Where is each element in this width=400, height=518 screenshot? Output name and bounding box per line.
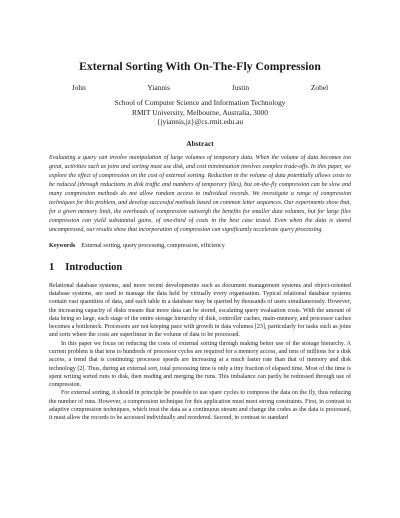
author-email: {jyiannis,jz}@cs.rmit.edu.au [156,117,244,127]
body-paragraph: For external sorting, it should in principle be possible to use spare cycles to compress the data on the fly, thus reducing the number of runs. However, a compression technique for this application must meet strong constraints. First, in contrast to adaptive compression techniques, which treat the data as a continuous stream and change the codes as the data is processed, it must allow the records to be accessed individually and reordered. Second, in contrast to standard [49,390,351,422]
keywords-text: External sorting, query processing, compression, efficiency [81,242,225,249]
abstract-text: Evaluating a query can involve manipulation of large volumes of temporary data. When the volume of data becomes too great, activities such as joins and sorting must use disk, and cost minimisation involves complex trade-offs. In this paper, we explore the effect of compression on the cost of external sorting. Reduction in the volume of data potentially allows costs to be reduced (through reductions in disk traffic and numbers of temporary files), but on-the-fly compression can be slow and many compression methods do not allow random access to individual records. We investigate a range of compression techniques for this problem, and develop successful methods based on common letter sequences. Our experiments show that, for a given memory limit, the overheads of compression outweigh the benefits for smaller data volumes, but for large files compression can yield substantial gains, of one-third of costs in the best case tested. Even when the data is stored uncompressed, our results show that incorporation of compression can significantly accelerate query processing. [49,155,351,233]
affiliation-line: School of Computer Science and Information Technology [114,98,286,107]
affiliation-line: RMIT University, Melbourne, Australia, 3000 [132,107,268,117]
author-list [49,83,351,92]
affiliation-block [49,98,351,127]
author-name: Justin Zobel [231,83,329,92]
keywords-label: Keywords [49,242,76,249]
keywords-line [49,242,351,250]
abstract-heading: Abstract [186,139,214,149]
section-number: 1 [49,261,55,273]
paper-title: External Sorting With On-The-Fly Compression [79,60,321,73]
author-name: John Yiannis [71,83,170,92]
section-heading [49,262,351,273]
body-paragraph: Relational database systems, and more recent developments such as document management systems and object-oriented database systems, are used to manage the data held by virtually every organisation. Typical relational database systems contain vast quantities of data, and each table in a database may be queried by thousands of users simultaneously. However, the increasing capacity of disks means that more data can be stored, escalating query evaluation costs. With the amount of data being so large, each stage of the entire storage hierarchy of disk, controller caches, main-memory, and processor caches becomes a bottleneck. Processors are not keeping pace with growth in data volumes [23], particularly for tasks such as joins and sorts where the costs are superlinear in the volume of data to be processed. [49,282,351,339]
body-paragraph: In this paper we focus on reducing the costs of external sorting through making better use of the storage hierarchy. A current problem is that tens to hundreds of processor cycles are required for a memory access, and tens of millions for a disk access, a trend that is continuing: processor speeds are increasing at a much faster rate than that of memory and disk technology [2]. Thus, during an external sort, total processing time is only a tiny fraction of elapsed time. Most of the time is spent writing sorted runs to disk, then reading and merging the runs. This imbalance can partly be redressed through use of compression. [49,340,351,389]
section-title: Introduction [65,261,123,273]
body-text [49,282,351,423]
